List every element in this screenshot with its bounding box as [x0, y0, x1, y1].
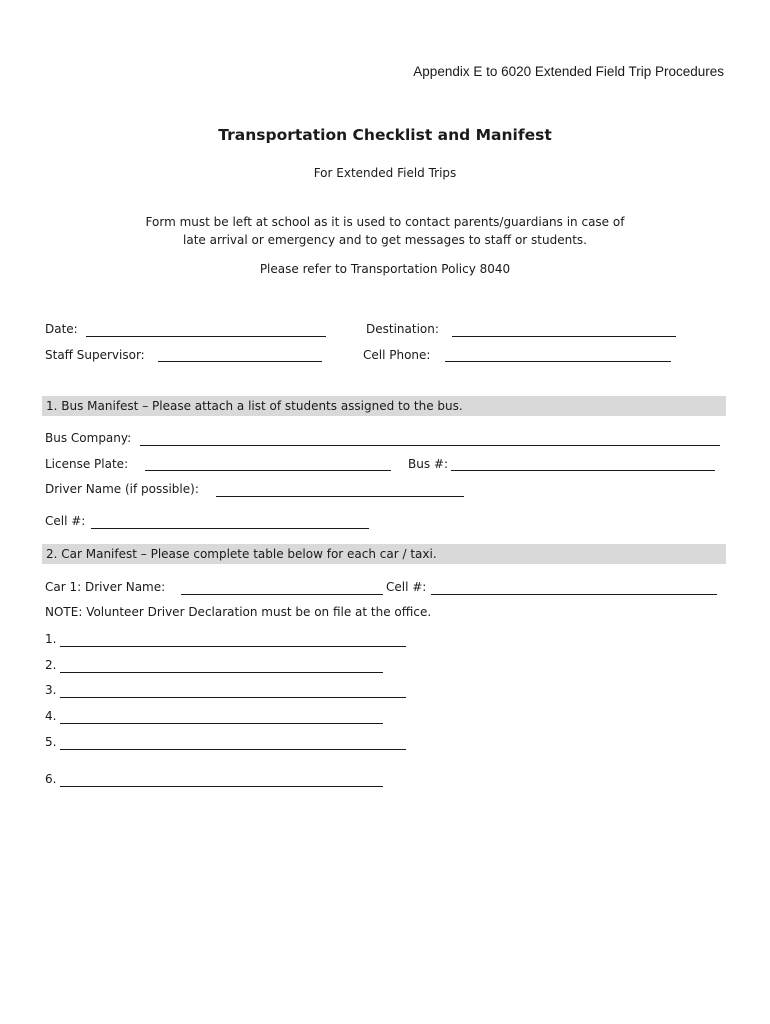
destination-label: Destination:: [366, 322, 439, 336]
staff-supervisor-label: Staff Supervisor:: [45, 348, 145, 362]
appendix-reference: Appendix E to 6020 Extended Field Trip Procedures: [413, 64, 724, 79]
bus-number-label: Bus #:: [408, 457, 449, 471]
passenger-field[interactable]: [60, 786, 383, 787]
driver-name-label: Driver Name (if possible):: [45, 482, 199, 496]
license-plate-field[interactable]: [145, 470, 391, 471]
page-subtitle: For Extended Field Trips: [313, 166, 457, 180]
car-driver-field[interactable]: [181, 594, 383, 595]
passenger-field[interactable]: [60, 697, 406, 698]
instruction-line-2: late arrival or emergency and to get messages to staff or students.: [183, 233, 587, 247]
row-number: 4.: [45, 709, 57, 723]
car-manifest-header: [42, 544, 726, 564]
passenger-field[interactable]: [60, 749, 406, 750]
instruction-line-1: Form must be left at school as it is used to contact parents/guardians in case of: [145, 215, 625, 229]
bus-cell-label: Cell #:: [45, 514, 86, 528]
destination-field[interactable]: [452, 336, 676, 337]
date-field[interactable]: [86, 336, 326, 337]
license-plate-label: License Plate:: [45, 457, 129, 471]
cell-phone-field[interactable]: [445, 361, 671, 362]
cell-phone-label: Cell Phone:: [363, 348, 431, 362]
page-title: Transportation Checklist and Manifest: [218, 126, 552, 144]
car-cell-field[interactable]: [431, 594, 717, 595]
passenger-field[interactable]: [60, 646, 406, 647]
bus-manifest-heading: 1. Bus Manifest – Please attach a list of students assigned to the bus.: [46, 399, 463, 413]
bus-cell-field[interactable]: [91, 528, 369, 529]
driver-name-field[interactable]: [216, 496, 464, 497]
row-number: 1.: [45, 632, 57, 646]
row-number: 2.: [45, 658, 57, 672]
bus-manifest-header: [42, 396, 726, 416]
volunteer-note: NOTE: Volunteer Driver Declaration must be on file at the office.: [45, 605, 432, 619]
row-number: 3.: [45, 683, 57, 697]
row-number: 6.: [45, 772, 57, 786]
staff-supervisor-field[interactable]: [158, 361, 322, 362]
bus-company-field[interactable]: [140, 445, 720, 446]
date-label: Date:: [45, 322, 78, 336]
car-manifest-heading: 2. Car Manifest – Please complete table below for each car / taxi.: [46, 547, 437, 561]
bus-company-label: Bus Company:: [45, 431, 132, 445]
car-cell-label: Cell #:: [386, 580, 427, 594]
passenger-field[interactable]: [60, 723, 383, 724]
car-driver-label: Car 1: Driver Name:: [45, 580, 166, 594]
policy-note: Please refer to Transportation Policy 8040: [259, 262, 511, 276]
row-number: 5.: [45, 735, 57, 749]
passenger-field[interactable]: [60, 672, 383, 673]
bus-number-field[interactable]: [451, 470, 715, 471]
